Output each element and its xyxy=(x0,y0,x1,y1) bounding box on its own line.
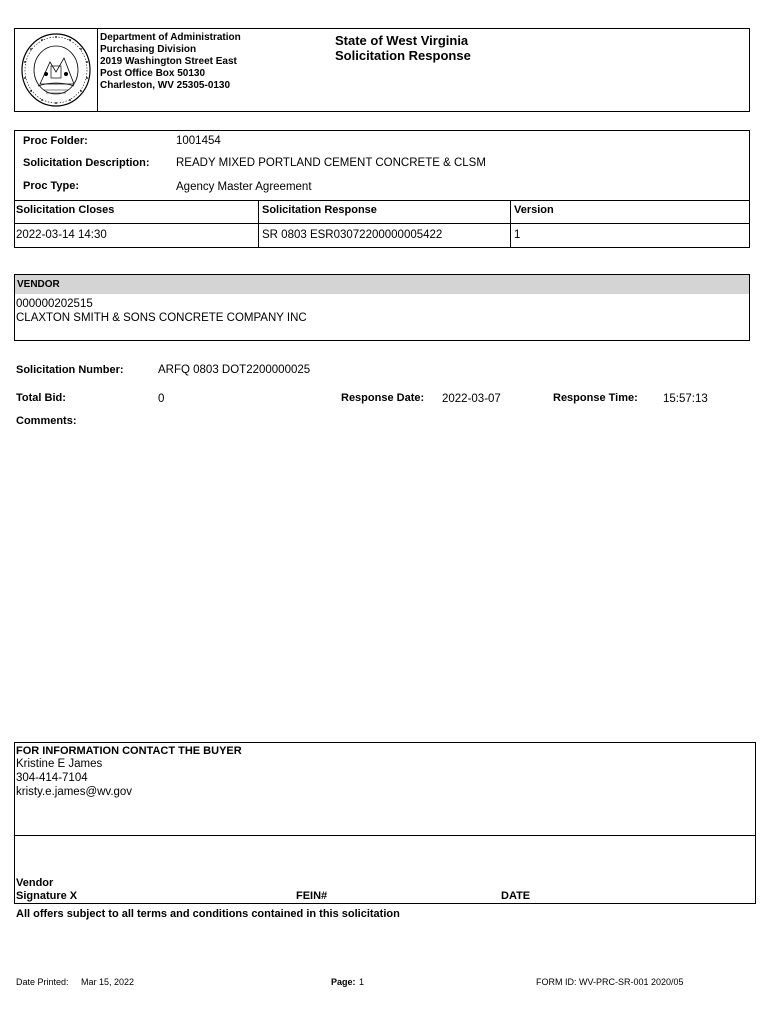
title-line-1: State of West Virginia xyxy=(335,33,469,48)
table-cell-version: 1 xyxy=(514,229,521,241)
buyer-phone: 304-414-7104 xyxy=(16,772,88,784)
comments-label: Comments: xyxy=(16,415,77,427)
solicitation-number-value: ARFQ 0803 DOT2200000025 xyxy=(158,364,311,376)
table-header-response: Solicitation Response xyxy=(262,204,377,216)
total-bid-label: Total Bid: xyxy=(16,392,66,404)
form-id: FORM ID: WV-PRC-SR-001 2020/05 xyxy=(536,977,684,987)
date-label: DATE xyxy=(501,890,531,902)
solicitation-description-label: Solicitation Description: xyxy=(23,157,150,169)
response-time-label: Response Time: xyxy=(553,392,638,404)
vendor-signature-label: Vendor xyxy=(16,877,54,889)
signature-x-label: Signature X xyxy=(16,890,78,902)
solicitation-description-value: READY MIXED PORTLAND CEMENT CONCRETE & CLSM xyxy=(176,157,486,169)
address-line: Purchasing Division xyxy=(100,44,197,55)
terms-notice: All offers subject to all terms and conditions contained in this solicitation xyxy=(16,908,400,920)
proc-type-value: Agency Master Agreement xyxy=(176,181,312,193)
document-title xyxy=(335,33,585,63)
fein-label: FEIN# xyxy=(296,890,328,902)
response-time-value: 15:57:13 xyxy=(663,393,708,405)
response-date-label: Response Date: xyxy=(341,392,425,404)
proc-type-label: Proc Type: xyxy=(23,180,80,192)
state-seal-icon xyxy=(20,32,92,108)
table-cell-closes: 2022-03-14 14:30 xyxy=(16,229,107,241)
vendor-heading: VENDOR xyxy=(17,279,60,290)
address-line: Department of Administration xyxy=(100,32,241,43)
contact-signature-box xyxy=(14,742,756,904)
response-date-value: 2022-03-07 xyxy=(442,393,501,405)
table-col-divider-1 xyxy=(258,200,259,248)
date-printed-value: Mar 15, 2022 xyxy=(81,977,135,987)
solicitation-number-label: Solicitation Number: xyxy=(16,364,124,376)
agency-address xyxy=(100,32,300,92)
contact-heading: FOR INFORMATION CONTACT THE BUYER xyxy=(16,745,242,757)
table-top-line xyxy=(14,200,750,201)
total-bid-value: 0 xyxy=(158,393,165,405)
page-number: 1 xyxy=(359,977,365,987)
page-label: Page: xyxy=(331,977,356,987)
buyer-email: kristy.e.james@wv.gov xyxy=(16,786,133,798)
date-printed-label: Date Printed: xyxy=(16,977,69,987)
buyer-name: Kristine E James xyxy=(16,758,103,770)
vendor-id: 000000202515 xyxy=(16,298,93,310)
address-line: Charleston, WV 25305-0130 xyxy=(100,80,231,91)
table-mid-line xyxy=(14,223,750,224)
contact-divider xyxy=(14,835,756,836)
table-cell-response: SR 0803 ESR03072200000005422 xyxy=(262,229,443,241)
title-line-2: Solicitation Response xyxy=(335,48,471,63)
table-header-version: Version xyxy=(514,204,554,216)
proc-folder-value: 1001454 xyxy=(176,135,221,147)
header-divider xyxy=(97,28,98,112)
proc-folder-label: Proc Folder: xyxy=(23,135,88,147)
table-col-divider-2 xyxy=(510,200,511,248)
table-header-closes: Solicitation Closes xyxy=(16,204,115,216)
vendor-heading-bar xyxy=(15,275,749,294)
address-line: 2019 Washington Street East xyxy=(100,56,237,67)
address-line: Post Office Box 50130 xyxy=(100,68,206,79)
vendor-name: CLAXTON SMITH & SONS CONCRETE COMPANY INC xyxy=(16,312,307,324)
